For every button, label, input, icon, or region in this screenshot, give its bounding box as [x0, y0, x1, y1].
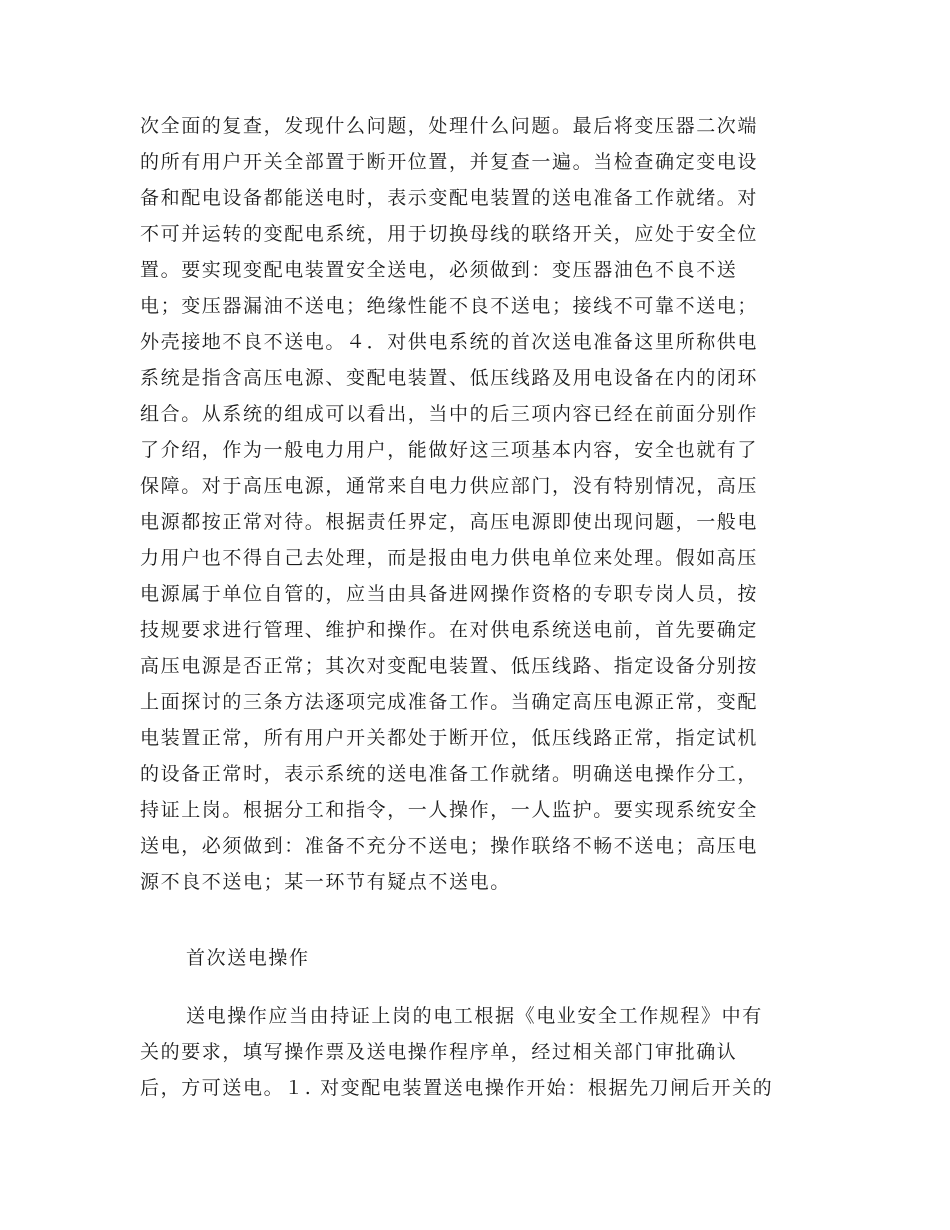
text-line: 外壳接地不良不送电。４．对供电系统的首次送电准备这里所称供电	[140, 331, 759, 353]
text-line: 系统是指含高压电源、变配电装置、低压线路及用电设备在内的闭环	[140, 367, 759, 389]
text-line: 送电操作应当由持证上岗的电工根据《电业安全工作规程》中有	[186, 1005, 763, 1027]
heading-text: 首次送电操作	[186, 947, 310, 969]
text-line: 次全面的复查，发现什么问题，处理什么问题。最后将变压器二次端	[140, 115, 759, 137]
text-line: 持证上岗。根据分工和指令，一人操作，一人监护。要实现系统安全	[140, 799, 759, 821]
body-paragraph	[140, 998, 820, 1106]
text-line: 备和配电设备都能送电时，表示变配电装置的送电准备工作就绪。对	[140, 187, 759, 209]
section-heading	[140, 940, 820, 976]
text-line: 技规要求进行管理、维护和操作。在对供电系统送电前，首先要确定	[140, 619, 759, 641]
text-line: 力用户也不得自己去处理，而是报由电力供电单位来处理。假如高压	[140, 547, 759, 569]
text-line: 保障。对于高压电源，通常来自电力供应部门，没有特别情况，高压	[140, 475, 759, 497]
text-line: 关的要求，填写操作票及送电操作程序单，经过相关部门审批确认	[140, 1041, 738, 1063]
text-line: 的所有用户开关全部置于断开位置，并复查一遍。当检查确定变电设	[140, 151, 759, 173]
text-line: 电；变压器漏油不送电；绝缘性能不良不送电；接线不可靠不送电；	[140, 295, 759, 317]
text-line: 组合。从系统的组成可以看出，当中的后三项内容已经在前面分别作	[140, 403, 759, 425]
text-line: 的设备正常时，表示系统的送电准备工作就绪。明确送电操作分工，	[140, 763, 759, 785]
text-line: 不可并运转的变配电系统，用于切换母线的联络开关，应处于安全位	[140, 223, 759, 245]
text-line: 源不良不送电；某一环节有疑点不送电。	[140, 871, 511, 893]
text-line: 电源属于单位自管的，应当由具备进网操作资格的专职专岗人员，按	[140, 583, 759, 605]
text-line: 置。要实现变配电装置安全送电，必须做到：变压器油色不良不送	[140, 259, 738, 281]
text-line: 电装置正常，所有用户开关都处于断开位，低压线路正常，指定试机	[140, 727, 759, 749]
text-line: 高压电源是否正常；其次对变配电装置、低压线路、指定设备分别按	[140, 655, 759, 677]
text-line: 后，方可送电。１. 对变配电装置送电操作开始：根据先刀闸后开关的	[140, 1077, 774, 1099]
text-line: 送电，必须做到：准备不充分不送电；操作联络不畅不送电；高压电	[140, 835, 759, 857]
text-line: 电源都按正常对待。根据责任界定，高压电源即使出现问题，一般电	[140, 511, 759, 533]
body-paragraph	[140, 108, 820, 900]
text-line: 了介绍，作为一般电力用户，能做好这三项基本内容，安全也就有了	[140, 439, 759, 461]
text-line: 上面探讨的三条方法逐项完成准备工作。当确定高压电源正常，变配	[140, 691, 759, 713]
